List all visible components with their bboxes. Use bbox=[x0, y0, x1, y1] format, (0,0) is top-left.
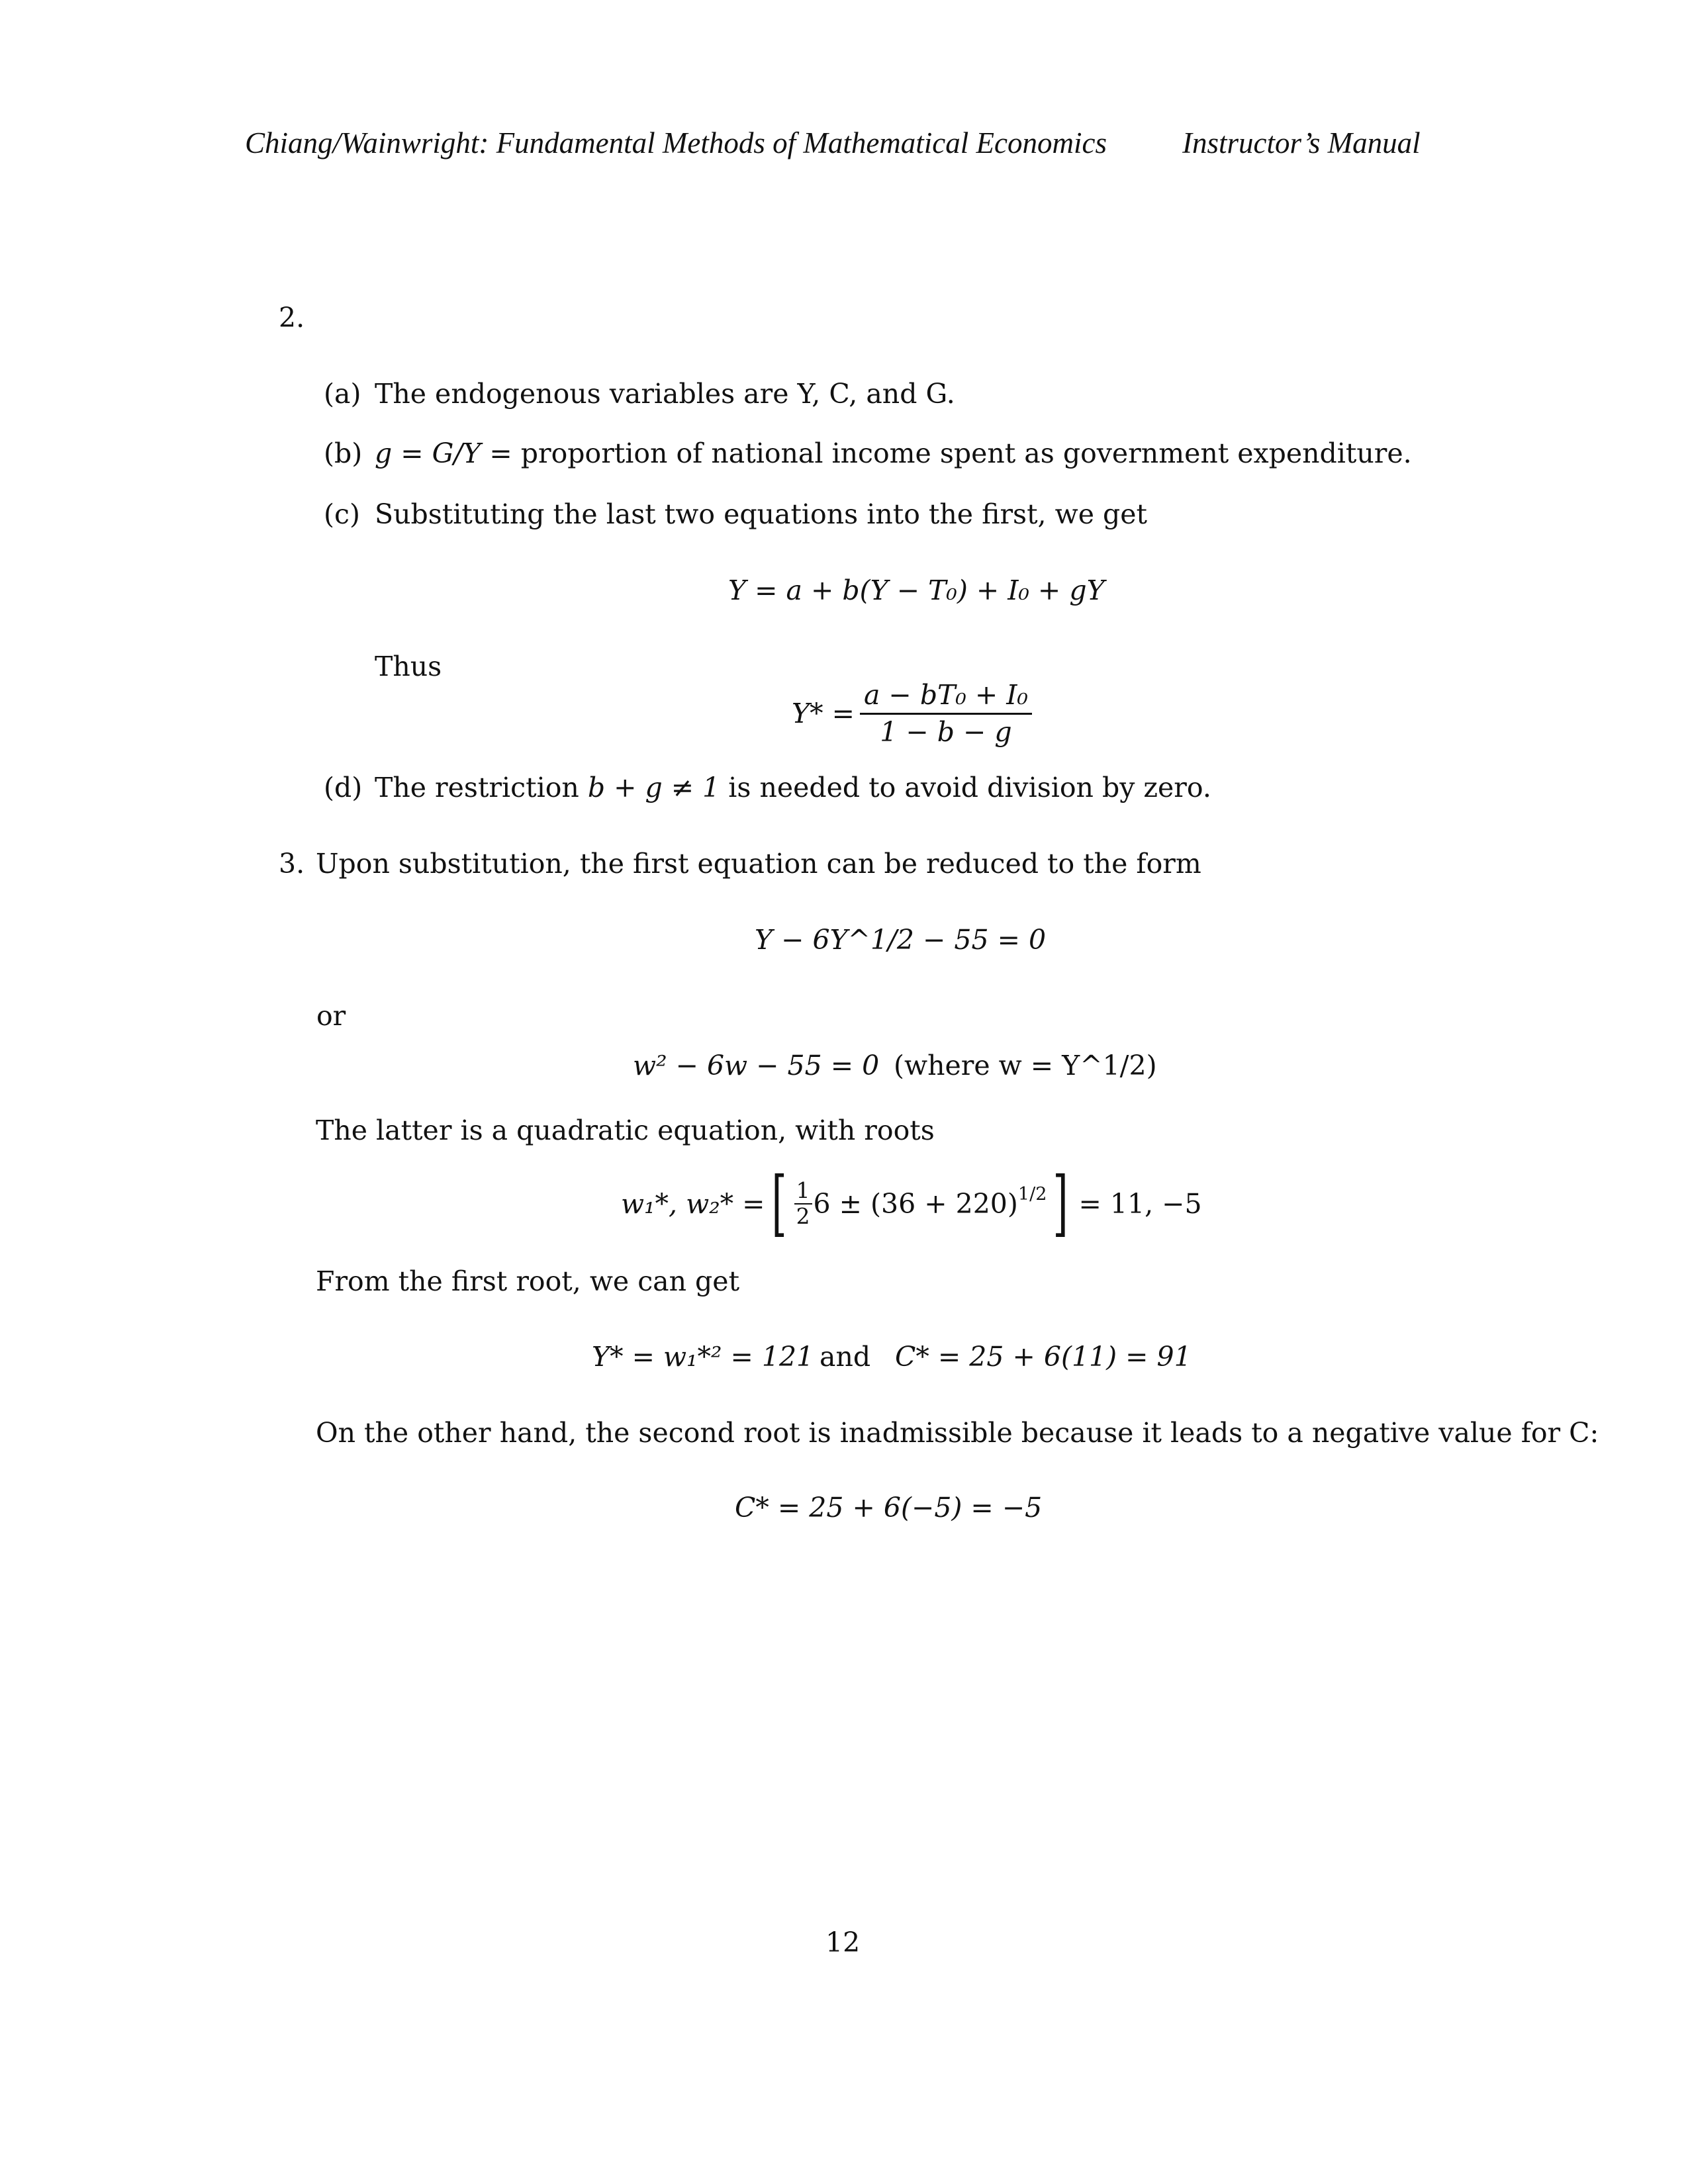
equation-2c-structural: Y = a + b(Y − T₀) + I₀ + gY bbox=[728, 574, 1105, 606]
one-half-fraction bbox=[794, 1180, 812, 1228]
item-2b-line bbox=[375, 437, 1412, 469]
running-header-manual: Instructor’s Manual bbox=[1182, 126, 1421, 159]
half-denominator: 2 bbox=[796, 1204, 810, 1229]
first-root-text: From the first root, we can get bbox=[316, 1265, 740, 1297]
roots-lhs: w₁*, w₂* = bbox=[621, 1187, 765, 1220]
roots-rhs: = 11, −5 bbox=[1078, 1187, 1202, 1220]
item-2d-text-after: is needed to avoid division by zero. bbox=[728, 772, 1211, 803]
equation-2c-denominator: 1 − b − g bbox=[880, 716, 1012, 748]
equation-2c-lhs: Y* = bbox=[792, 698, 855, 729]
item-2b-label: (b) bbox=[324, 437, 363, 469]
page-number: 12 bbox=[825, 1927, 861, 1958]
thus-label: Thus bbox=[375, 651, 442, 682]
equation-3-negative-c: C* = 25 + 6(−5) = −5 bbox=[735, 1492, 1043, 1524]
item-2b-text: = proportion of national income spent as government expenditure. bbox=[489, 437, 1412, 469]
and-word: and bbox=[820, 1341, 871, 1373]
problem-2-number: 2. bbox=[279, 302, 305, 334]
or-label: or bbox=[316, 1000, 346, 1032]
left-bracket: [ bbox=[771, 1162, 787, 1245]
roots-inner: 6 ± (36 + 220) bbox=[813, 1187, 1018, 1220]
equation-2c-solution bbox=[792, 679, 1037, 748]
quadratic-text: The latter is a quadratic equation, with roots bbox=[316, 1115, 935, 1146]
equation-3-reduced: Y − 6Y^1/2 − 55 = 0 bbox=[755, 924, 1047, 956]
item-2d-line bbox=[375, 774, 1211, 801]
equation-3-substitution-note: (where w = Y^1/2) bbox=[894, 1050, 1157, 1081]
item-2c-text: Substituting the last two equations into the first, we get bbox=[375, 498, 1147, 530]
problem-3-intro: Upon substitution, the first equation can be reduced to the form bbox=[316, 848, 1201, 880]
item-2c-label: (c) bbox=[324, 498, 360, 530]
roots-exponent: 1/2 bbox=[1017, 1183, 1047, 1205]
problem-3-number: 3. bbox=[279, 848, 305, 880]
right-bracket: ] bbox=[1053, 1162, 1069, 1245]
item-2d-math: b + g ≠ 1 bbox=[587, 772, 720, 803]
equation-3-equilibrium-c: C* = 25 + 6(11) = 91 bbox=[895, 1341, 1192, 1373]
equation-3-quadratic: w² − 6w − 55 = 0 bbox=[633, 1050, 880, 1081]
item-2b-math: g = G/Y bbox=[375, 437, 481, 469]
equation-3-equilibrium-y: Y* = w₁*² = 121 bbox=[592, 1341, 814, 1373]
equation-2c-numerator: a − bT₀ + I₀ bbox=[860, 682, 1032, 715]
equation-2c-fraction bbox=[860, 679, 1032, 748]
item-2a-text: The endogenous variables are Y, C, and G. bbox=[375, 378, 955, 410]
item-2d-label: (d) bbox=[324, 772, 363, 803]
item-2d-text-before: The restriction bbox=[375, 772, 579, 803]
half-numerator: 1 bbox=[794, 1180, 812, 1205]
equation-3-roots bbox=[621, 1162, 1202, 1245]
running-header-title: Chiang/Wainwright: Fundamental Methods of Mathematical Economics bbox=[245, 126, 1107, 159]
second-root-text: On the other hand, the second root is inadmissible because it leads to a negative value for C: bbox=[316, 1417, 1599, 1449]
item-2a-label: (a) bbox=[324, 378, 361, 410]
